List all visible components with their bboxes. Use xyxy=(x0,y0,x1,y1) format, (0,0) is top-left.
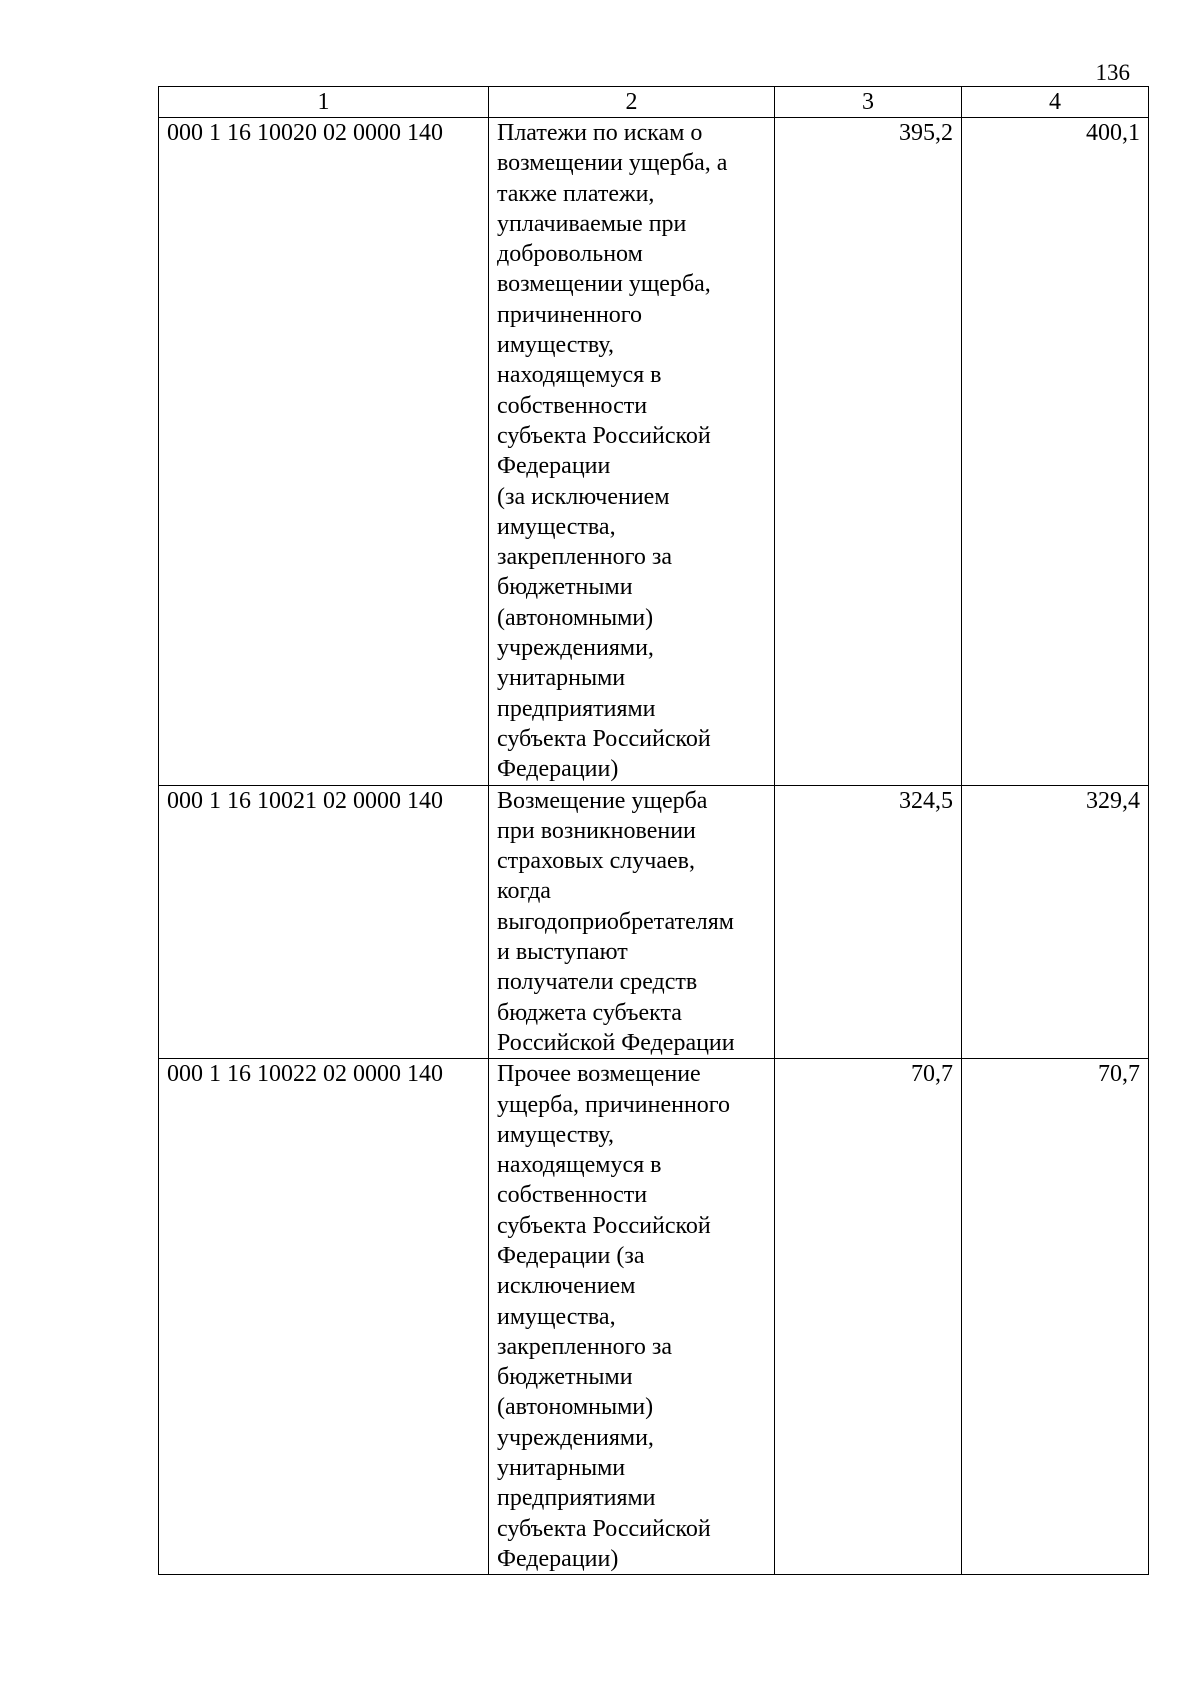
description-line: получатели средств xyxy=(497,969,698,996)
description-line: добровольном xyxy=(497,241,643,268)
description-line: Возмещение ущерба xyxy=(497,787,708,814)
budget-table xyxy=(158,86,1149,1575)
column-header-3: 3 xyxy=(775,87,962,118)
description-line: возмещении ущерба, а xyxy=(497,150,728,177)
table-row xyxy=(159,1059,1149,1575)
description-line: учреждениями, xyxy=(497,635,654,662)
value-column-3: 395,2 xyxy=(775,118,962,786)
table-row xyxy=(159,785,1149,1059)
description-line: находящемуся в xyxy=(497,1152,662,1179)
row-description xyxy=(489,118,775,786)
description-line: выгодоприобретателям xyxy=(497,908,734,935)
description-line: (за исключением xyxy=(497,483,670,510)
description-line: Федерации xyxy=(497,453,611,480)
description-line: бюджета субъекта xyxy=(497,999,682,1026)
row-description xyxy=(489,1059,775,1575)
value-column-4: 70,7 xyxy=(962,1059,1149,1575)
description-line: ущерба, причиненного xyxy=(497,1091,731,1118)
description-line: имущества, xyxy=(497,1303,616,1330)
description-line: собственности xyxy=(497,1182,648,1209)
table-row xyxy=(159,118,1149,786)
description-line: исключением xyxy=(497,1273,636,1300)
description-line: Федерации) xyxy=(497,1545,619,1572)
description-line: Прочее возмещение xyxy=(497,1061,701,1088)
description-line: собственности xyxy=(497,392,648,419)
budget-code: 000 1 16 10022 02 0000 140 xyxy=(159,1059,489,1575)
description-line: предприятиями xyxy=(497,695,656,722)
value-column-4: 400,1 xyxy=(962,118,1149,786)
description-line: имуществу, xyxy=(497,332,615,359)
description-line: (автономными) xyxy=(497,604,654,631)
description-line: возмещении ущерба, xyxy=(497,271,711,298)
page-number: 136 xyxy=(1095,60,1130,85)
description-line: бюджетными xyxy=(497,1364,633,1391)
description-line: когда xyxy=(497,878,551,905)
description-line: при возникновении xyxy=(497,817,696,844)
description-line: имущества, xyxy=(497,513,616,540)
column-header-4: 4 xyxy=(962,87,1149,118)
description-line: закрепленного за xyxy=(497,544,672,571)
description-line: страховых случаев, xyxy=(497,848,695,875)
value-column-3: 70,7 xyxy=(775,1059,962,1575)
description-line: (автономными) xyxy=(497,1394,654,1421)
description-line: причиненного xyxy=(497,301,643,328)
column-header-2: 2 xyxy=(489,87,775,118)
description-line: унитарными xyxy=(497,665,626,692)
description-line: бюджетными xyxy=(497,574,633,601)
budget-code: 000 1 16 10020 02 0000 140 xyxy=(159,118,489,786)
description-line: субъекта Российской xyxy=(497,725,711,752)
description-line: закрепленного за xyxy=(497,1333,672,1360)
description-line: Федерации (за xyxy=(497,1242,645,1269)
table-header-row xyxy=(159,87,1149,118)
description-line: уплачиваемые при xyxy=(497,210,687,237)
description-line: предприятиями xyxy=(497,1485,656,1512)
row-description xyxy=(489,785,775,1059)
column-header-1: 1 xyxy=(159,87,489,118)
description-line: Федерации) xyxy=(497,756,619,783)
value-column-4: 329,4 xyxy=(962,785,1149,1059)
description-line: субъекта Российской xyxy=(497,1515,711,1542)
description-line: учреждениями, xyxy=(497,1424,654,1451)
description-line: Платежи по искам о xyxy=(497,120,703,146)
budget-code: 000 1 16 10021 02 0000 140 xyxy=(159,785,489,1059)
description-line: Российской Федерации xyxy=(497,1029,735,1056)
value-column-3: 324,5 xyxy=(775,785,962,1059)
description-line: имуществу, xyxy=(497,1121,615,1148)
description-line: и выступают xyxy=(497,939,628,966)
description-line: также платежи, xyxy=(497,180,655,207)
description-line: субъекта Российской xyxy=(497,1212,711,1239)
description-line: субъекта Российской xyxy=(497,422,711,449)
description-line: унитарными xyxy=(497,1455,626,1482)
description-line: находящемуся в xyxy=(497,362,662,389)
